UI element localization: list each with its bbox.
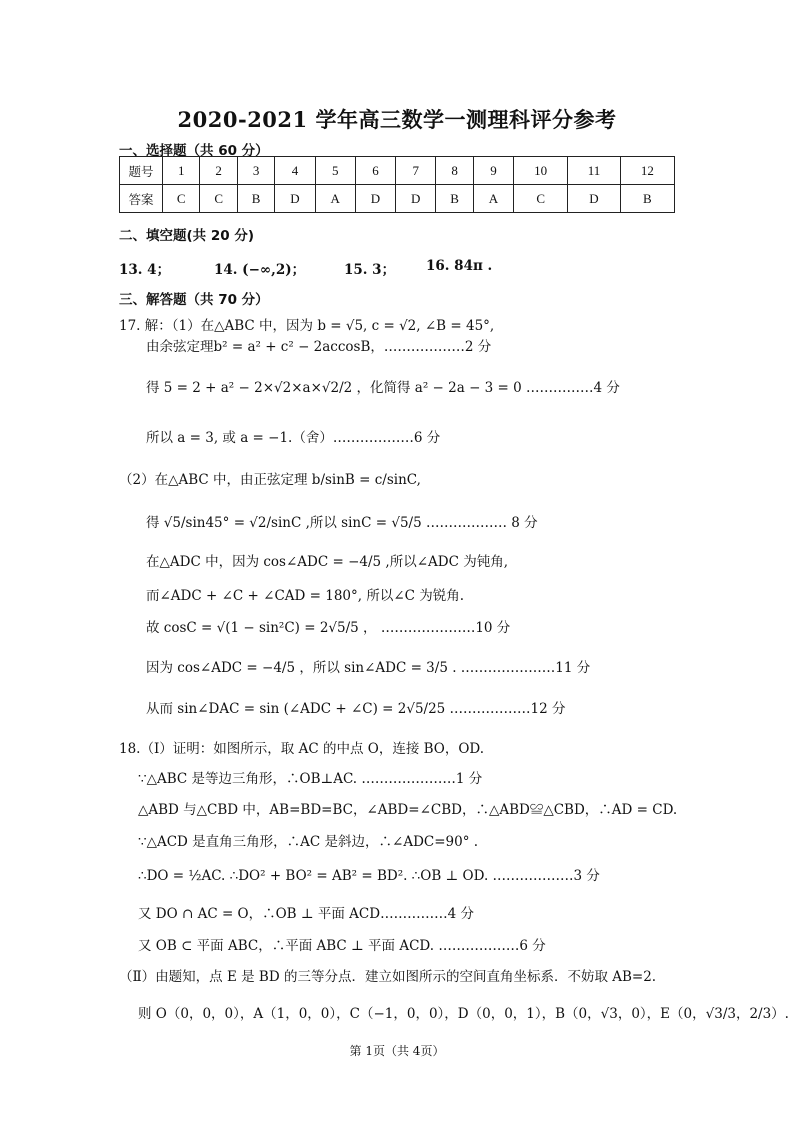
row-head-answer: 答案 [120, 185, 163, 213]
table-cell: D [568, 185, 620, 213]
page-footer: 第 1页（共 4页） [349, 1044, 445, 1058]
table-cell: C [200, 185, 237, 213]
table-cell: A [315, 185, 355, 213]
q17-line-5: （2）在△ABC 中，由正弦定理 b/sinB = c/sinC, [119, 472, 421, 488]
q18-line-7: 又 OB ⊂ 平面 ABC，∴平面 ABC ⊥ 平面 ACD. ………………6 分 [138, 938, 546, 954]
q17-line-2: 由余弦定理b² = a² + c² − 2accosB，………………2 分 [146, 339, 492, 355]
table-cell: 7 [396, 157, 436, 185]
q18-line-2: ∵△ABC 是等边三角形，∴OB⊥AC. …………………1 分 [138, 771, 483, 787]
table-cell: 8 [436, 157, 473, 185]
table-cell: A [473, 185, 513, 213]
q17-line-3: 得 5 = 2 + a² − 2×√2×a×√2/2 ，化简得 a² − 2a − 3 = 0 ……………4 分 [146, 380, 620, 396]
q18-line-4: ∵△ACD 是直角三角形，∴AC 是斜边，∴∠ADC=90° . [138, 834, 479, 850]
table-cell: 2 [200, 157, 237, 185]
table-cell: B [620, 185, 674, 213]
q17-line-4: 所以 a = 3, 或 a = −1.（舍）………………6 分 [146, 430, 441, 446]
q18-line-9: 则 O（0，0，0），A（1，0，0），C（−1，0，0），D（0，0，1），B（0，√3，0），E（0，√3/3，2/3）. [138, 1006, 789, 1022]
q18-line-5: ∴DO = ½AC. ∴DO² + BO² = AB² = BD². ∴OB ⊥ OD. ………………3 分 [138, 868, 600, 884]
table-cell: C [514, 185, 568, 213]
table-row [120, 157, 675, 185]
table-cell: 4 [275, 157, 315, 185]
q17-line-11: 从而 sin∠DAC = sin (∠ADC + ∠C) = 2√5/25 ………………12 分 [146, 701, 566, 717]
q18-line-6: 又 DO ∩ AC = O，∴OB ⊥ 平面 ACD……………4 分 [138, 906, 474, 922]
table-cell: D [355, 185, 395, 213]
q18-line-1: 18.（Ⅰ）证明：如图所示，取 AC 的中点 O，连接 BO，OD. [119, 741, 485, 757]
fill-answer-16: 16. 84π . [426, 258, 493, 274]
table-cell: 12 [620, 157, 674, 185]
table-cell: 10 [514, 157, 568, 185]
table-cell: 6 [355, 157, 395, 185]
table-cell: C [163, 185, 200, 213]
table-cell: B [436, 185, 473, 213]
q18-line-8: （Ⅱ）由题知，点 E 是 BD 的三等分点．建立如图所示的空间直角坐标系．不妨取 AB=2. [119, 969, 657, 985]
section-choice-heading: 一、选择题（共 60 分） [119, 143, 269, 159]
q17-line-6: 得 √5/sin45° = √2/sinC ,所以 sinC = √5/5 ……………… 8 分 [146, 515, 538, 531]
table-cell: 11 [568, 157, 620, 185]
table-cell: 9 [473, 157, 513, 185]
fill-answer-13: 13. 4； [119, 262, 171, 278]
q17-line-9: 故 cosC = √(1 − sin²C) = 2√5/5 ， …………………10 分 [146, 620, 511, 636]
q17-line-10: 因为 cos∠ADC = −4/5 ，所以 sin∠ADC = 3/5 . …………………11 分 [146, 660, 591, 676]
q17-line-8: 而∠ADC + ∠C + ∠CAD = 180°, 所以∠C 为锐角. [146, 588, 465, 604]
table-row [120, 185, 675, 213]
q17-line-1: 17. 解：（1）在△ABC 中，因为 b = √5, c = √2, ∠B = 45°, [119, 318, 495, 334]
fill-answer-14: 14. (−∞,2)； [214, 262, 306, 278]
section-fill-heading: 二、填空题(共 20 分) [119, 228, 255, 244]
q18-line-3: △ABD 与△CBD 中，AB=BD=BC，∠ABD=∠CBD，∴△ABD≌△CBD，∴AD = CD. [138, 802, 678, 818]
table-cell: B [237, 185, 274, 213]
page-title: 2020-2021 学年高三数学一测理科评分参考 [177, 107, 617, 132]
section-solution-heading: 三、解答题（共 70 分） [119, 292, 269, 308]
row-head-number: 题号 [120, 157, 163, 185]
q17-line-7: 在△ADC 中，因为 cos∠ADC = −4/5 ,所以∠ADC 为钝角, [146, 554, 509, 570]
table-cell: 3 [237, 157, 274, 185]
fill-answer-15: 15. 3； [344, 262, 396, 278]
table-cell: D [396, 185, 436, 213]
answer-table [119, 156, 675, 213]
table-cell: 5 [315, 157, 355, 185]
table-cell: 1 [163, 157, 200, 185]
table-cell: D [275, 185, 315, 213]
